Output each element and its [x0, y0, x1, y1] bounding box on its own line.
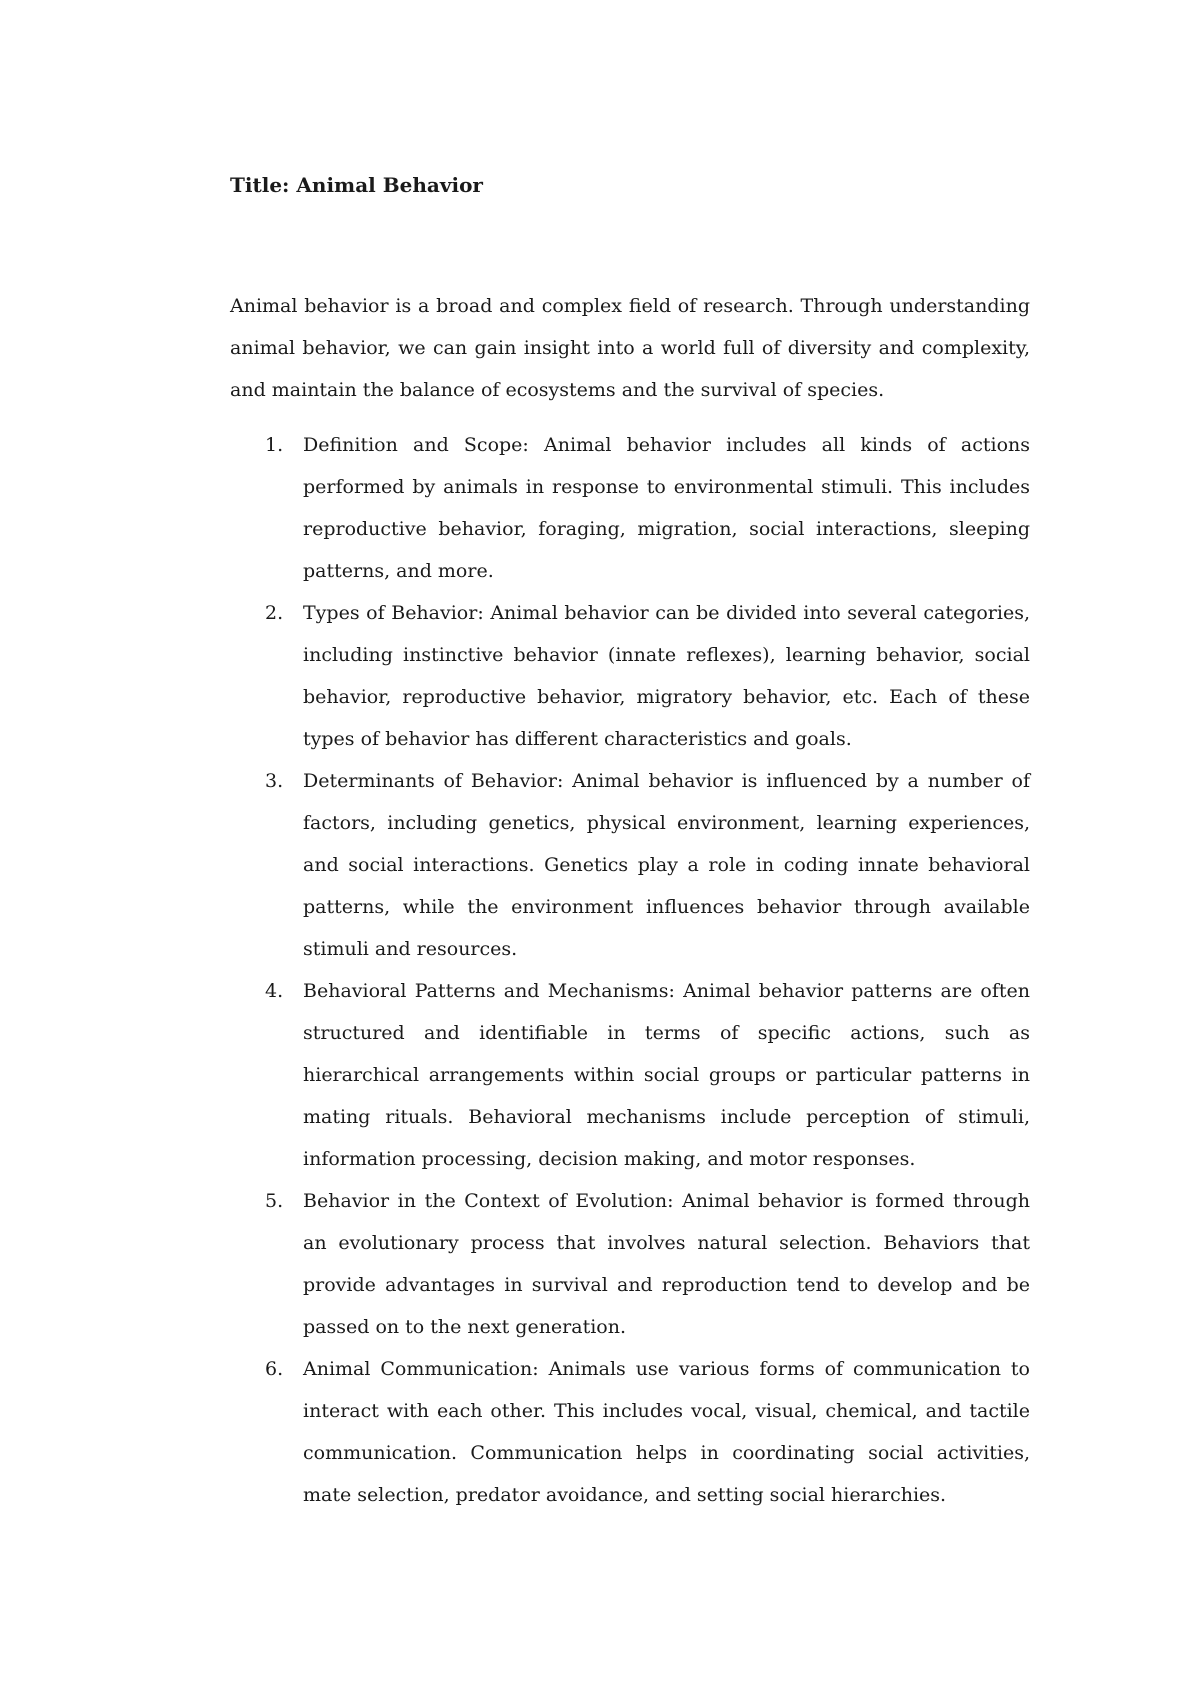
list-item-number: 6. [265, 1358, 284, 1380]
list-item-text: Determinants of Behavior: Animal behavior is influenced by a number of factors, including genetics, physical environment, learning experiences, and social interactions. Genetics play a role in coding innate behavioral patterns, while the environment influences behavior through available stimuli and resources. [303, 770, 1030, 960]
list-item-text: Types of Behavior: Animal behavior can be divided into several categories, including instinctive behavior (innate reflexes), learning behavior, social behavior, reproductive behavior, migratory behavior, etc. Each of these types of behavior has different characteristics and goals. [303, 602, 1030, 750]
list-item [230, 424, 1030, 592]
numbered-list [230, 424, 1030, 1516]
list-item-text: Definition and Scope: Animal behavior includes all kinds of actions performed by animals in response to environmental stimuli. This includes reproductive behavior, foraging, migration, social interactions, sleeping patterns, and more. [303, 434, 1030, 582]
list-item-text: Behavioral Patterns and Mechanisms: Animal behavior patterns are often structured and identifiable in terms of specific actions, such as hierarchical arrangements within social groups or particular patterns in mating rituals. Behavioral mechanisms include perception of stimuli, information processing, decision making, and motor responses. [303, 980, 1030, 1170]
list-item [230, 592, 1030, 760]
list-item [230, 1180, 1030, 1348]
list-item-text: Animal Communication: Animals use various forms of communication to interact with each other. This includes vocal, visual, chemical, and tactile communication. Communication helps in coordinating social activities, mate selection, predator avoidance, and setting social hierarchies. [303, 1358, 1030, 1506]
list-item-number: 4. [265, 980, 284, 1002]
list-item-text: Behavior in the Context of Evolution: Animal behavior is formed through an evolutionary process that involves natural selection. Behaviors that provide advantages in survival and reproduction tend to develop and be passed on to the next generation. [303, 1190, 1030, 1338]
document-title: Title: Animal Behavior [230, 173, 483, 197]
list-item [230, 760, 1030, 970]
list-item [230, 1348, 1030, 1516]
list-item-number: 2. [265, 602, 284, 624]
intro-paragraph: Animal behavior is a broad and complex field of research. Through understanding animal behavior, we can gain insight into a world full of diversity and complexity, and maintain the balance of ecosystems and the survival of species. [230, 295, 1030, 401]
list-item-number: 5. [265, 1190, 284, 1212]
list-item [230, 970, 1030, 1180]
list-item-number: 3. [265, 770, 284, 792]
list-item-number: 1. [265, 434, 284, 456]
